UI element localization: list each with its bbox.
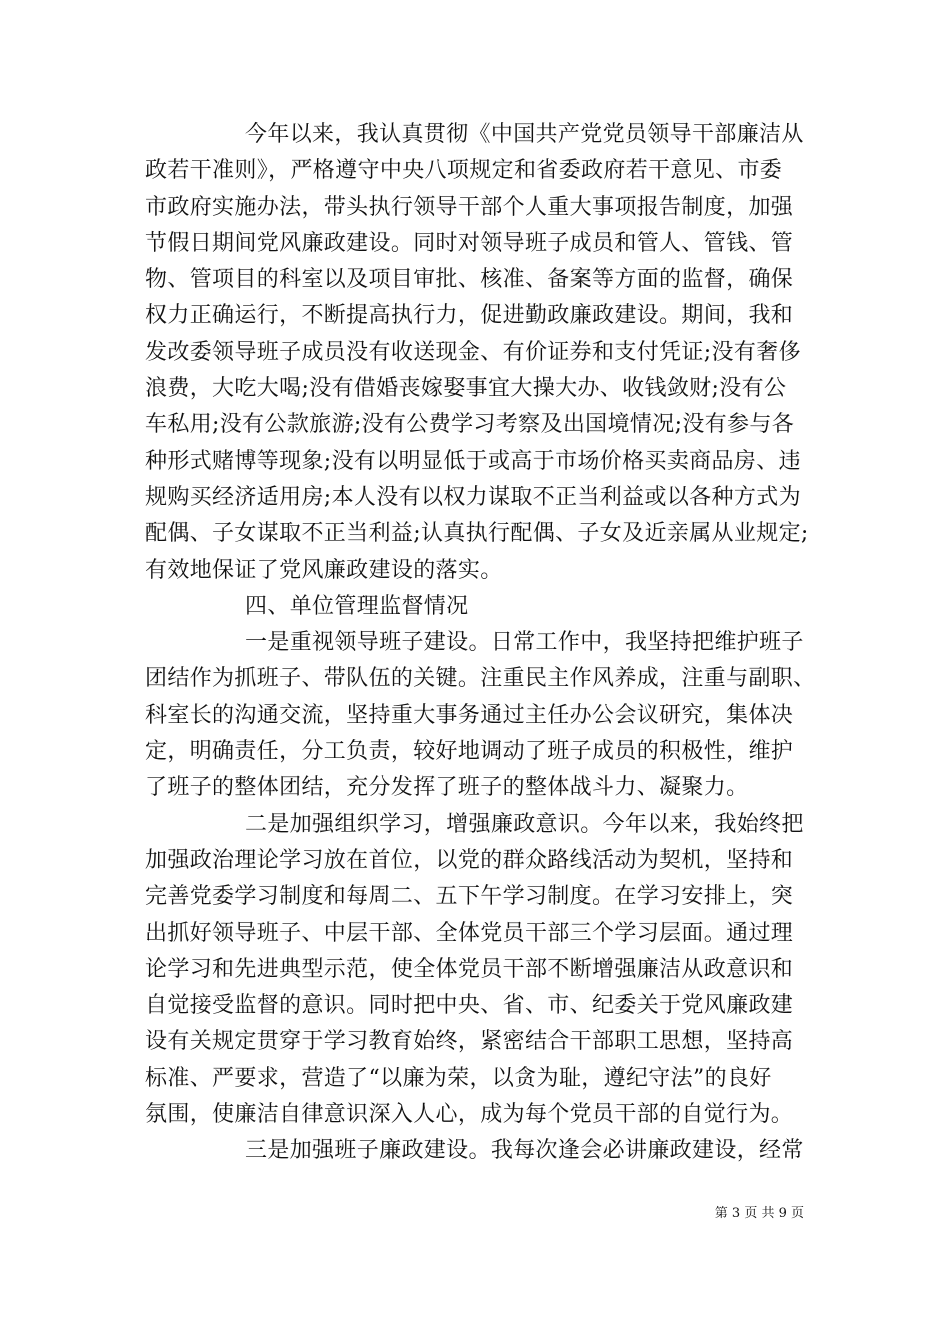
text-line: 二是加强组织学习，增强廉政意识。今年以来，我始终把 xyxy=(245,811,804,837)
text-line: 权力正确运行，不断提高执行力，促进勤政廉政建设。期间，我和 xyxy=(145,303,794,329)
text-line: 浪费，大吃大喝;没有借婚丧嫁娶事宜大操大办、收钱敛财;没有公 xyxy=(145,376,787,402)
text-line: 三是加强班子廉政建设。我每次逢会必讲廉政建设，经常 xyxy=(245,1138,804,1164)
text-line: 出抓好领导班子、中层干部、全体党员干部三个学习层面。通过理 xyxy=(145,920,794,946)
text-line: 定，明确责任，分工负责，较好地调动了班子成员的积极性，维护 xyxy=(145,739,794,765)
page-number-footer: 第 3 页 共 9 页 xyxy=(714,1206,804,1221)
section-heading: 四、单位管理监督情况 xyxy=(245,593,469,619)
text-line: 政若干准则》，严格遵守中央八项规定和省委政府若干意见、市委 xyxy=(145,158,783,184)
text-line: 标准、严要求，营造了“以廉为荣，以贪为耻，遵纪守法”的良好 xyxy=(145,1065,772,1091)
text-line: 加强政治理论学习放在首位，以党的群众路线活动为契机，坚持和 xyxy=(145,847,794,873)
text-line: 配偶、子女谋取不正当利益;认真执行配偶、子女及近亲属从业规定; xyxy=(145,521,809,547)
text-line: 节假日期间党风廉政建设。同时对领导班子成员和管人、管钱、管 xyxy=(145,230,794,256)
text-line: 设有关规定贯穿于学习教育始终，紧密结合干部职工思想，坚持高 xyxy=(145,1029,794,1055)
text-line: 团结作为抓班子、带队伍的关键。注重民主作风养成，注重与副职、 xyxy=(145,666,816,692)
text-line: 种形式赌博等现象;没有以明显低于或高于市场价格买卖商品房、违 xyxy=(145,448,801,474)
text-line: 论学习和先进典型示范，使全体党员干部不断增强廉洁从政意识和 xyxy=(145,956,794,982)
text-line: 科室长的沟通交流，坚持重大事务通过主任办公会议研究，集体决 xyxy=(145,702,794,728)
text-line: 物、管项目的科室以及项目审批、核准、备案等方面的监督，确保 xyxy=(145,267,794,293)
text-line: 规购买经济适用房;本人没有以权力谋取不正当利益或以各种方式为 xyxy=(145,484,801,510)
text-line: 了班子的整体团结，充分发挥了班子的整体战斗力、凝聚力。 xyxy=(145,775,749,801)
text-line: 发改委领导班子成员没有收送现金、有价证券和支付凭证;没有奢侈 xyxy=(145,339,801,365)
text-line: 氛围，使廉洁自律意识深入人心，成为每个党员干部的自觉行为。 xyxy=(145,1102,794,1128)
text-line: 今年以来，我认真贯彻《中国共产党党员领导干部廉洁从 xyxy=(245,122,804,147)
text-line: 完善党委学习制度和每周二、五下午学习制度。在学习安排上，突 xyxy=(145,884,794,910)
text-line: 自觉接受监督的意识。同时把中央、省、市、纪委关于党风廉政建 xyxy=(145,993,794,1019)
document-body xyxy=(145,117,815,1170)
text-line: 市政府实施办法，带头执行领导干部个人重大事项报告制度，加强 xyxy=(145,194,794,220)
text-line: 车私用;没有公款旅游;没有公费学习考察及出国境情况;没有参与各 xyxy=(145,412,795,438)
text-line: 一是重视领导班子建设。日常工作中，我坚持把维护班子 xyxy=(245,630,804,656)
text-line: 有效地保证了党风廉政建设的落实。 xyxy=(145,557,503,583)
